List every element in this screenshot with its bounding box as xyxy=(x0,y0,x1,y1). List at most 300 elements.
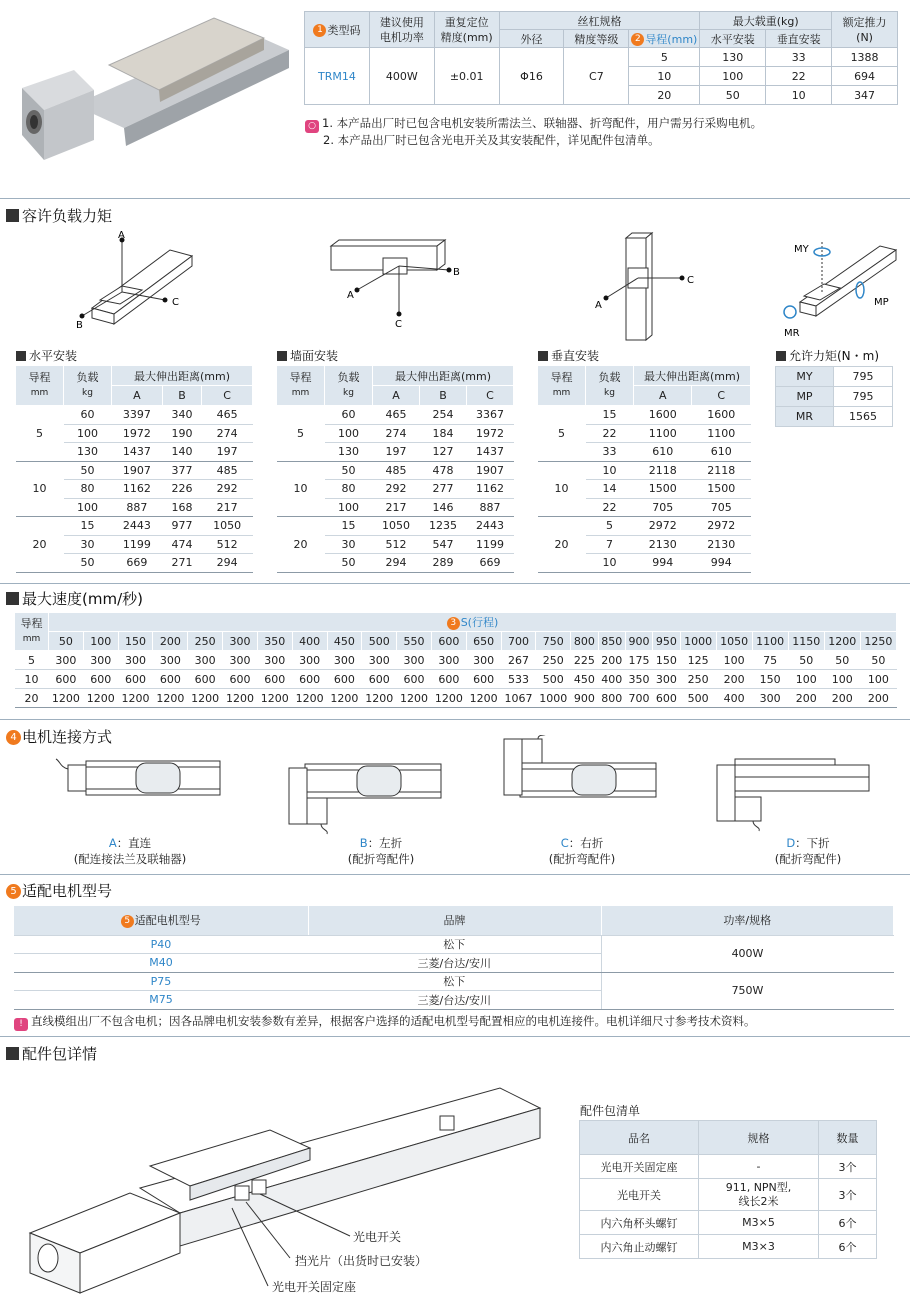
divider xyxy=(0,198,910,199)
table-cell: 300 xyxy=(118,651,153,670)
table-cell: 1500 xyxy=(634,480,692,499)
table-cell: 1437 xyxy=(467,443,514,462)
spec-note-2: 2. 本产品出厂时已包含光电开关及其安装配件，详见配件包清单。 xyxy=(323,133,660,147)
lead-cell: 5 xyxy=(277,406,325,462)
vertical-table: 导程 mm 负载 kg 最大伸出距离(mm) A C 5 15 1600 1600 22 1100 1100 33 610 610 10 10 2118 2118 14 1500 1500 22 705 705 20 5 2972 2972 7 2130 2130 10 994 994 xyxy=(537,365,751,573)
table-cell: 600 xyxy=(327,670,362,689)
stroke-header: 550 xyxy=(397,632,432,651)
svg-text:MR: MR xyxy=(784,328,800,339)
badge-1: 1 xyxy=(313,24,326,37)
table-cell: 15 xyxy=(586,406,634,425)
table-cell: 485 xyxy=(202,461,253,480)
table-cell: 2130 xyxy=(634,535,692,554)
diagram-horizontal xyxy=(60,228,210,338)
table-cell: 512 xyxy=(373,535,420,554)
motor-note: ! 直线模组出厂不包含电机；因各品牌电机安装参数有差异，根据客户选择的适配电机型号配置相应的电机连接件。电机详细尺寸参考技术资料。 xyxy=(14,1013,756,1031)
hdr-load: 最大载重(kg) xyxy=(700,12,832,30)
svg-text:A: A xyxy=(595,300,602,311)
stroke-header: 150 xyxy=(118,632,153,651)
table-cell: 150 xyxy=(752,670,788,689)
table-cell: 600 xyxy=(397,670,432,689)
table-cell: 190 xyxy=(162,424,202,443)
table-cell: 226 xyxy=(162,480,202,499)
lead-cell: 5 xyxy=(15,651,49,670)
table-cell: 1200 xyxy=(466,689,501,708)
table-cell: 277 xyxy=(420,480,467,499)
connect-B-drawing xyxy=(285,758,445,838)
table-cell: 100 xyxy=(860,670,896,689)
stroke-header: 700 xyxy=(501,632,536,651)
table-cell: 300 xyxy=(431,651,466,670)
svg-text:B: B xyxy=(453,267,460,278)
table-row xyxy=(15,670,897,689)
table-cell: 977 xyxy=(162,517,202,536)
stroke-header: 1200 xyxy=(824,632,860,651)
table-cell: 600 xyxy=(653,689,680,708)
connect-A-drawing xyxy=(38,755,223,800)
table-cell: 2443 xyxy=(112,517,163,536)
table-cell: 1200 xyxy=(223,689,258,708)
table-cell: 100 xyxy=(325,424,373,443)
lead-cell: 10 xyxy=(538,461,586,517)
stroke-header: 200 xyxy=(153,632,188,651)
parts-title: 配件包详情 xyxy=(6,1043,97,1064)
table-cell: 500 xyxy=(536,670,571,689)
table-cell: 1437 xyxy=(112,443,163,462)
table-cell: 140 xyxy=(162,443,202,462)
table-cell: 22 xyxy=(586,498,634,517)
note-icon: ○ xyxy=(305,120,319,133)
table-cell: 1050 xyxy=(373,517,420,536)
stroke-header: 1150 xyxy=(788,632,824,651)
table-cell: 512 xyxy=(202,535,253,554)
table-row xyxy=(538,406,751,425)
spec-note-1: 1. 本产品出厂时已包含电机安装所需法兰、联轴器、折弯配件，用户需另行采购电机。 xyxy=(322,116,763,130)
moment-table: MY 795 MP 795 MR 1565 xyxy=(775,366,893,427)
table-row xyxy=(538,461,751,480)
spec-cell: 694 xyxy=(832,67,898,86)
stroke-header: 300 xyxy=(223,632,258,651)
table-cell: 340 xyxy=(162,406,202,425)
table-row xyxy=(277,461,514,480)
spec-cell: 22 xyxy=(766,67,832,86)
stroke-header: 650 xyxy=(466,632,501,651)
hdr-screw: 丝杠规格 xyxy=(499,12,700,30)
table-cell: 600 xyxy=(188,670,223,689)
table-cell: 887 xyxy=(112,498,163,517)
table-cell: 14 xyxy=(586,480,634,499)
table-cell: 478 xyxy=(420,461,467,480)
table-cell: 217 xyxy=(202,498,253,517)
table-row xyxy=(15,651,897,670)
diagram-vertical xyxy=(590,230,700,345)
table-cell: 300 xyxy=(397,651,432,670)
table-cell: 100 xyxy=(716,651,752,670)
stroke-header: 1000 xyxy=(680,632,716,651)
table-cell: 2443 xyxy=(467,517,514,536)
table-cell: 1907 xyxy=(467,461,514,480)
connect-D-drawing xyxy=(713,757,873,832)
table-cell: 200 xyxy=(824,689,860,708)
table-cell: 168 xyxy=(162,498,202,517)
diagram-wall xyxy=(325,236,465,336)
table-cell: 1162 xyxy=(112,480,163,499)
table-cell: 465 xyxy=(202,406,253,425)
table-row xyxy=(16,461,253,480)
lead-cell: 20 xyxy=(15,689,49,708)
speed-title: 最大速度(mm/秒) xyxy=(6,588,143,609)
svg-text:A: A xyxy=(347,290,354,301)
table-cell: 294 xyxy=(373,554,420,573)
table-cell: 1200 xyxy=(257,689,292,708)
callout-shield: 挡光片（出货时已安装） xyxy=(295,1254,428,1268)
table-cell: 1200 xyxy=(327,689,362,708)
table-cell: 610 xyxy=(634,443,692,462)
table-cell: 80 xyxy=(325,480,373,499)
spec-cell: 100 xyxy=(700,67,766,86)
table-cell: 7 xyxy=(586,535,634,554)
motor-model: P40 xyxy=(14,935,308,954)
svg-text:MY: MY xyxy=(794,244,809,255)
table-cell: 700 xyxy=(625,689,652,708)
table-cell: 485 xyxy=(373,461,420,480)
table-cell: 274 xyxy=(202,424,253,443)
stroke-header: 950 xyxy=(653,632,680,651)
connect-C-drawing xyxy=(500,735,660,805)
table-cell: 600 xyxy=(118,670,153,689)
table-cell: 300 xyxy=(466,651,501,670)
table-cell: 15 xyxy=(325,517,373,536)
table-cell: 1972 xyxy=(112,424,163,443)
table-cell: 887 xyxy=(467,498,514,517)
motor-model: M40 xyxy=(14,954,308,973)
stroke-header: 800 xyxy=(571,632,598,651)
table-cell: 33 xyxy=(586,443,634,462)
parts-table: 品名 规格 数量 光电开关固定座 - 3个 光电开关 911, NPN型, 线长2米 3个 内六角杯头螺钉 M3×5 6个 内六角止动螺钉 M3×3 6个 xyxy=(579,1120,877,1259)
table-cell: 994 xyxy=(634,554,692,573)
table-cell: 100 xyxy=(64,424,112,443)
table-cell: 450 xyxy=(571,670,598,689)
hdr-grade: 精度等级 xyxy=(564,30,629,48)
badge-3: 3 xyxy=(447,617,460,630)
connect-caption-C: C：右折 (配折弯配件) xyxy=(548,836,616,866)
table-cell: 1162 xyxy=(467,480,514,499)
table-cell: 292 xyxy=(373,480,420,499)
table-cell: 600 xyxy=(257,670,292,689)
horizontal-table: 导程 mm 负载 kg 最大伸出距离(mm) A B C 5 60 3397 340 465 100 1972 190 274 130 1437 140 197 10 50 1907 377 485 80 1162 226 292 100 887 168 217 20 15 2443 977 1050 30 1199 474 512 50 669 271 294 xyxy=(15,365,253,573)
table-cell: 705 xyxy=(634,498,692,517)
lead-cell: 20 xyxy=(277,517,325,573)
spec-cell: 20 xyxy=(629,86,700,105)
table-cell: 2118 xyxy=(634,461,692,480)
spec-cell: 10 xyxy=(766,86,832,105)
table-cell: 400 xyxy=(716,689,752,708)
table-cell: 600 xyxy=(153,670,188,689)
motor-model: P75 xyxy=(14,972,308,991)
table-cell: 1100 xyxy=(634,424,692,443)
svg-text:B: B xyxy=(76,320,83,331)
table-cell: 300 xyxy=(188,651,223,670)
table-cell: 1200 xyxy=(431,689,466,708)
table-cell: 600 xyxy=(49,670,84,689)
table-cell: 100 xyxy=(788,670,824,689)
divider xyxy=(0,874,910,875)
stroke-header: 500 xyxy=(362,632,397,651)
lead-cell: 10 xyxy=(16,461,64,517)
stroke-header: 600 xyxy=(431,632,466,651)
table-cell: 60 xyxy=(325,406,373,425)
load-section-title: 容许负载力矩 xyxy=(6,205,112,226)
lead-cell: 20 xyxy=(538,517,586,573)
table-cell: 1199 xyxy=(112,535,163,554)
table-cell: 200 xyxy=(598,651,625,670)
table-cell: 300 xyxy=(153,651,188,670)
spec-cell: 10 xyxy=(629,67,700,86)
table-cell: 22 xyxy=(586,424,634,443)
table-cell: 2118 xyxy=(692,461,751,480)
table-cell: 300 xyxy=(223,651,258,670)
stroke-header: 1050 xyxy=(716,632,752,651)
table-cell: 127 xyxy=(420,443,467,462)
table-cell: 294 xyxy=(202,554,253,573)
table-cell: 15 xyxy=(64,517,112,536)
speed-table: 导程 mm 3 S(行程) 50 100 150 200 250 300 350 400 450 500 550 600 650 700 750 800 850 900 950 1000 1050 1100 1150 1200 1250 5 300 300 300 300 300 300 300 300 300 300 300 300 300 267 250 225 200 175 150 125 100 75 50 50 50 10 600 600 600 600 600 600 600 600 600 600 600 600 600 533 500 450 400 350 300 250 200 150 100 100 100 20 1200 1200 1200 1200 1200 1200 1200 1200 1200 1200 1200 1200 1200 1067 1000 900 800 700 600 500 400 300 200 200 200 xyxy=(14,612,897,708)
table-cell: 100 xyxy=(824,670,860,689)
connect-caption-B: B：左折 (配折弯配件) xyxy=(347,836,415,866)
stroke-header: 1100 xyxy=(752,632,788,651)
hdr-repeat: 重复定位 精度(mm) xyxy=(434,12,499,48)
svg-text:C: C xyxy=(687,275,694,286)
table-cell: 100 xyxy=(325,498,373,517)
callout-mount: 光电开关固定座 xyxy=(272,1280,357,1294)
table-cell: 1100 xyxy=(692,424,751,443)
table-cell: 547 xyxy=(420,535,467,554)
table-cell: 50 xyxy=(64,461,112,480)
hdr-od: 外径 xyxy=(499,30,564,48)
table-cell: 130 xyxy=(325,443,373,462)
table-cell: 271 xyxy=(162,554,202,573)
table-cell: 217 xyxy=(373,498,420,517)
wall-table: 导程 mm 负载 kg 最大伸出距离(mm) A B C 5 60 465 254 3367 100 274 184 1972 130 197 127 1437 10 50 485 478 1907 80 292 277 1162 100 217 146 887 20 15 1050 1235 2443 30 512 547 1199 50 294 289 669 xyxy=(276,365,514,573)
stroke-header: 850 xyxy=(598,632,625,651)
table-cell: 474 xyxy=(162,535,202,554)
table-cell: 300 xyxy=(653,670,680,689)
moment-title: 允许力矩(N・m) xyxy=(776,347,879,364)
lead-cell: 5 xyxy=(16,406,64,462)
table-cell: 1907 xyxy=(112,461,163,480)
table-cell: 600 xyxy=(292,670,327,689)
od-value: Φ16 xyxy=(499,48,564,105)
table-cell: 1200 xyxy=(83,689,118,708)
stroke-header: 250 xyxy=(188,632,223,651)
connect-caption-A: A：直连 (配连接法兰及联轴器) xyxy=(73,836,187,866)
table-row xyxy=(277,406,514,425)
table-cell: 274 xyxy=(373,424,420,443)
table-cell: 225 xyxy=(571,651,598,670)
table-cell: 300 xyxy=(292,651,327,670)
hdr-power: 建议使用 电机功率 xyxy=(369,12,434,48)
table-cell: 600 xyxy=(431,670,466,689)
table-cell: 600 xyxy=(223,670,258,689)
table-row xyxy=(538,517,751,536)
table-cell: 197 xyxy=(373,443,420,462)
stroke-header: 450 xyxy=(327,632,362,651)
table-cell: 3367 xyxy=(467,406,514,425)
table-cell: 125 xyxy=(680,651,716,670)
table-cell: 10 xyxy=(586,461,634,480)
table-cell: 1200 xyxy=(397,689,432,708)
table-row xyxy=(15,689,897,708)
table-cell: 50 xyxy=(325,461,373,480)
table-cell: 75 xyxy=(752,651,788,670)
table-cell: 1600 xyxy=(634,406,692,425)
power-value: 400W xyxy=(369,48,434,105)
stroke-header: 100 xyxy=(83,632,118,651)
table-cell: 465 xyxy=(373,406,420,425)
table-cell: 600 xyxy=(362,670,397,689)
table-cell: 1199 xyxy=(467,535,514,554)
parts-illustration xyxy=(20,1068,550,1298)
callout-switch: 光电开关 xyxy=(353,1230,402,1244)
table-cell: 705 xyxy=(692,498,751,517)
table-cell: 30 xyxy=(325,535,373,554)
table-cell: 800 xyxy=(598,689,625,708)
table-row xyxy=(16,406,253,425)
hdr-thrust: 额定推力 (N) xyxy=(832,12,898,48)
table-cell: 80 xyxy=(64,480,112,499)
table-cell: 669 xyxy=(112,554,163,573)
table-cell: 300 xyxy=(83,651,118,670)
table-cell: 300 xyxy=(327,651,362,670)
table-cell: 1200 xyxy=(292,689,327,708)
table-cell: 1200 xyxy=(49,689,84,708)
table-cell: 610 xyxy=(692,443,751,462)
svg-text:C: C xyxy=(395,319,402,330)
table-cell: 1200 xyxy=(153,689,188,708)
hdr-horiz: 水平安装 xyxy=(700,30,766,48)
table-cell: 2972 xyxy=(692,517,751,536)
table-cell: 175 xyxy=(625,651,652,670)
stroke-header: 900 xyxy=(625,632,652,651)
table-cell: 533 xyxy=(501,670,536,689)
hdr-vert: 垂直安装 xyxy=(766,30,832,48)
table-cell: 377 xyxy=(162,461,202,480)
table-cell: 50 xyxy=(325,554,373,573)
spec-notes xyxy=(305,116,762,148)
connect-title: 4 电机连接方式 xyxy=(6,726,112,747)
lead-cell: 10 xyxy=(15,670,49,689)
table-cell: 50 xyxy=(788,651,824,670)
table-cell: 300 xyxy=(257,651,292,670)
motor-model: M75 xyxy=(14,991,308,1010)
divider xyxy=(0,583,910,584)
table-cell: 10 xyxy=(586,554,634,573)
table-cell: 1200 xyxy=(118,689,153,708)
diagram-moment xyxy=(770,232,900,342)
table-cell: 300 xyxy=(752,689,788,708)
motor-table: 5 适配电机型号 品牌 功率/规格 P40 松下 400W M40 三菱/台达/安川 P75 松下 750W M75 三菱/台达/安川 xyxy=(14,906,894,1010)
svg-text:C: C xyxy=(172,297,179,308)
table-cell: 184 xyxy=(420,424,467,443)
motor-title: 5 适配电机型号 xyxy=(6,880,112,901)
table-cell: 200 xyxy=(716,670,752,689)
table-cell: 1235 xyxy=(420,517,467,536)
parts-list-title: 配件包清单 xyxy=(580,1104,641,1118)
table-cell: 1500 xyxy=(692,480,751,499)
lead-cell: 20 xyxy=(16,517,64,573)
table-cell: 130 xyxy=(64,443,112,462)
table-cell: 5 xyxy=(586,517,634,536)
stroke-header: 400 xyxy=(292,632,327,651)
table-cell: 1050 xyxy=(202,517,253,536)
table-cell: 1972 xyxy=(467,424,514,443)
spec-cell: 130 xyxy=(700,48,766,67)
table-cell: 197 xyxy=(202,443,253,462)
table-cell: 300 xyxy=(49,651,84,670)
table-cell: 600 xyxy=(466,670,501,689)
table-cell: 254 xyxy=(420,406,467,425)
hdr-lead: 导程(mm) xyxy=(645,32,698,46)
spec-cell: 33 xyxy=(766,48,832,67)
table-cell: 2130 xyxy=(692,535,751,554)
table-cell: 2972 xyxy=(634,517,692,536)
table-cell: 500 xyxy=(680,689,716,708)
table-cell: 250 xyxy=(536,651,571,670)
table-cell: 289 xyxy=(420,554,467,573)
table-cell: 267 xyxy=(501,651,536,670)
table-row xyxy=(277,517,514,536)
table-cell: 200 xyxy=(788,689,824,708)
spec-table xyxy=(304,11,898,105)
table-cell: 50 xyxy=(860,651,896,670)
table-cell: 669 xyxy=(467,554,514,573)
table-cell: 900 xyxy=(571,689,598,708)
spec-cell: 50 xyxy=(700,86,766,105)
h-body xyxy=(16,406,253,573)
divider xyxy=(0,1036,910,1037)
table-cell: 100 xyxy=(64,498,112,517)
spec-cell: 347 xyxy=(832,86,898,105)
stroke-header: 350 xyxy=(257,632,292,651)
table-cell: 1200 xyxy=(362,689,397,708)
table-cell: 600 xyxy=(83,670,118,689)
table-cell: 60 xyxy=(64,406,112,425)
vertical-title: 垂直安装 xyxy=(538,347,599,364)
table-cell: 30 xyxy=(64,535,112,554)
table-cell: 50 xyxy=(64,554,112,573)
table-cell: 1000 xyxy=(536,689,571,708)
table-cell: 146 xyxy=(420,498,467,517)
grade-value: C7 xyxy=(564,48,629,105)
table-cell: 300 xyxy=(362,651,397,670)
table-cell: 1600 xyxy=(692,406,751,425)
stroke-header: 50 xyxy=(49,632,84,651)
repeat-value: ±0.01 xyxy=(434,48,499,105)
horizontal-title: 水平安装 xyxy=(16,347,77,364)
divider xyxy=(0,719,910,720)
table-cell: 292 xyxy=(202,480,253,499)
wall-title: 墙面安装 xyxy=(277,347,338,364)
lead-cell: 5 xyxy=(538,406,586,462)
table-cell: 50 xyxy=(824,651,860,670)
table-cell: 150 xyxy=(653,651,680,670)
table-cell: 400 xyxy=(598,670,625,689)
spec-cell: 5 xyxy=(629,48,700,67)
table-cell: 200 xyxy=(860,689,896,708)
table-row xyxy=(16,517,253,536)
table-cell: 250 xyxy=(680,670,716,689)
lead-cell: 10 xyxy=(277,461,325,517)
